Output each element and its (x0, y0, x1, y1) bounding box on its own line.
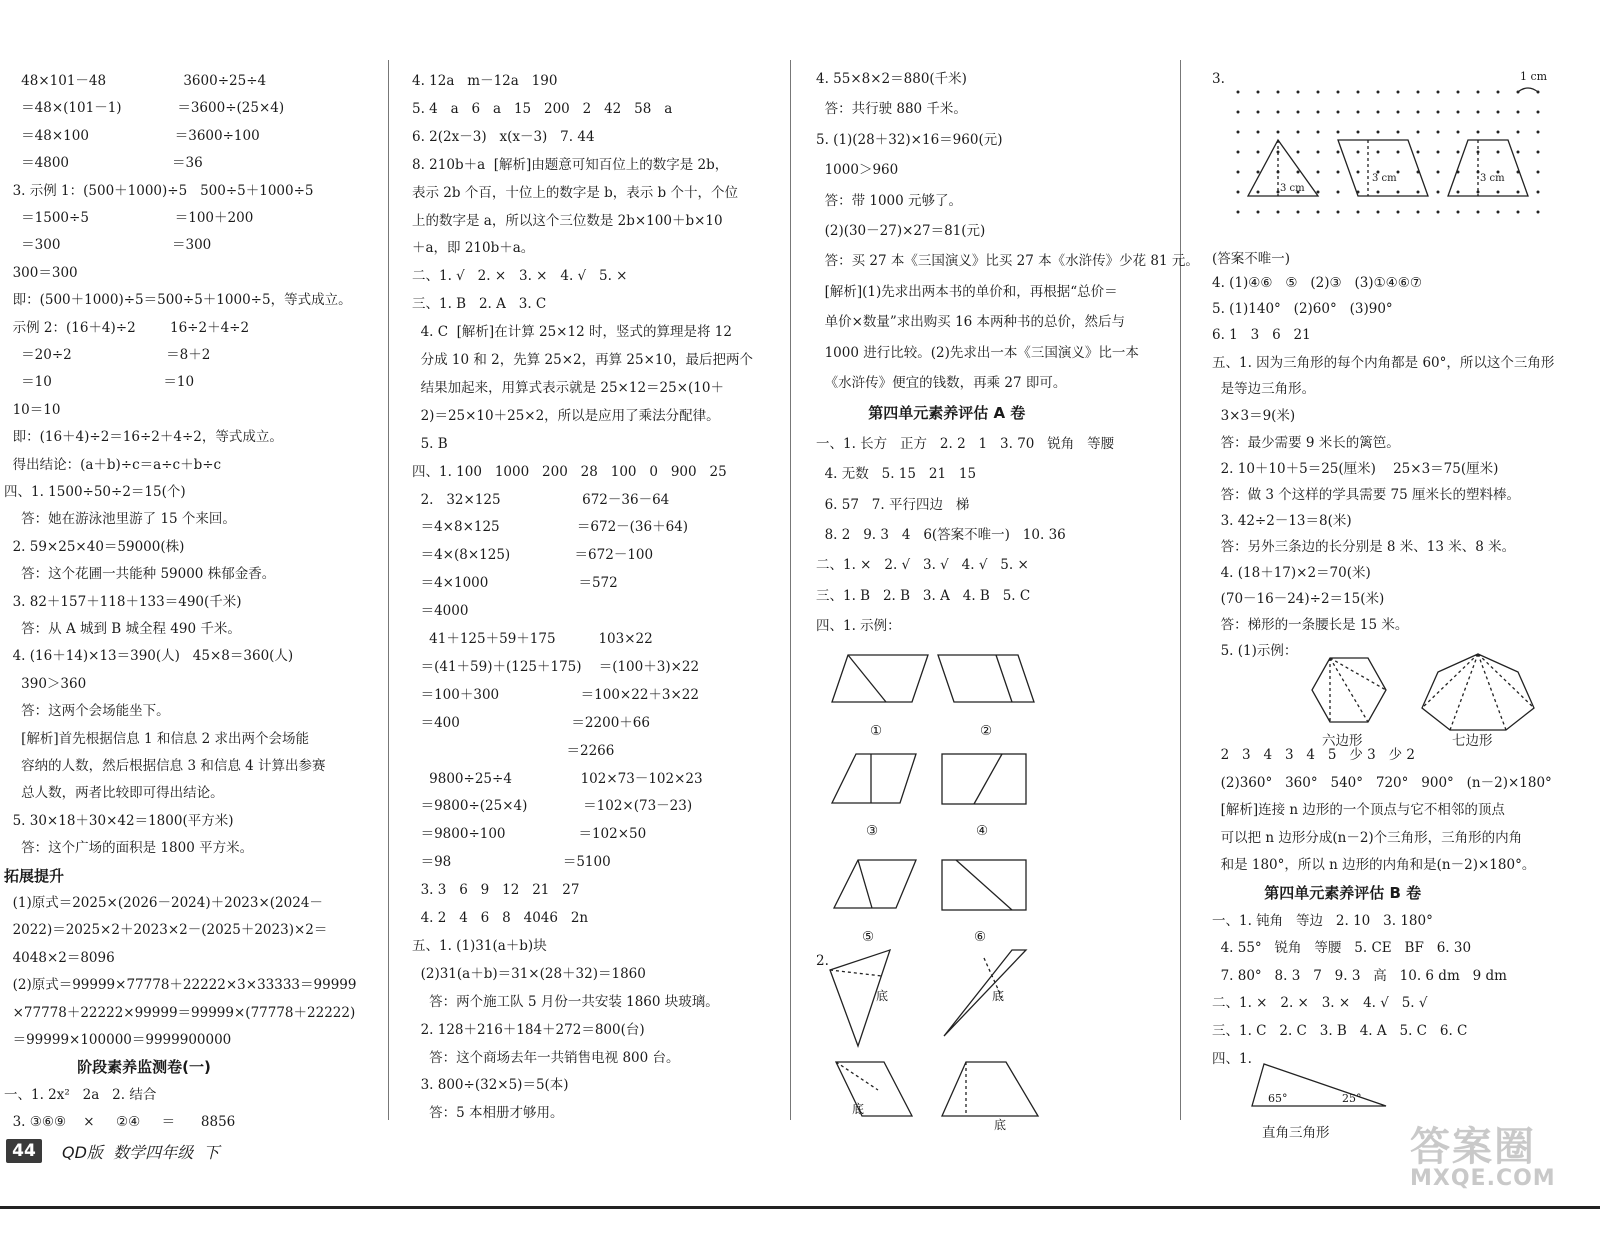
grid-dot (1517, 111, 1520, 114)
column-divider (790, 60, 791, 1120)
heptagon-label: 七边形 (1452, 733, 1493, 749)
grid-dot (1457, 91, 1460, 94)
grid-dot (1257, 171, 1260, 174)
grid-dot (1357, 211, 1360, 214)
grid-dot (1517, 211, 1520, 214)
answer-line: 容纳的人数，然后根据信息 3 和信息 4 计算出参赛 (4, 758, 326, 774)
answer-line: 答：梯形的一条腰长是 15 米。 (1212, 617, 1409, 633)
answer-line: 5. 4 a 6 a 15 200 2 42 58 a (412, 100, 673, 117)
grid-dot (1517, 151, 1520, 154)
answer-line: [解析](1)先求出两本书的单价和，再根据“总价＝ (816, 283, 1118, 300)
answer-line: 四、1. 示例： (816, 618, 901, 635)
fig-label-3: ③ (866, 823, 879, 839)
answer-line: 6. 57 7. 平行四边 梯 (816, 496, 970, 513)
grid-dot (1437, 211, 1440, 214)
answer-line: 答：最少需要 9 米长的篱笆。 (1212, 435, 1400, 451)
answer-line: 答：买 27 本《三国演义》比买 27 本《水浒传》少花 81 元。 (816, 253, 1199, 270)
fig-label-6: ⑥ (974, 929, 987, 945)
answer-line: 总人数，两者比较即可得出结论。 (4, 785, 224, 802)
grid-dot (1397, 191, 1400, 194)
grid-dot (1277, 91, 1280, 94)
grid-dot (1537, 191, 1540, 194)
grid-dot (1357, 131, 1360, 134)
answer-line: 三、1. B 2. B 3. A 4. B 5. C (816, 587, 1031, 604)
answer-line: ＝98 ＝5100 (412, 854, 611, 871)
answer-line: 一、1. 长方 正方 2. 2 1 3. 70 锐角 等腰 (816, 435, 1115, 452)
scale-bracket (1518, 88, 1538, 92)
grid-dot (1297, 111, 1300, 114)
answer-line: 四、1. 100 1000 200 28 100 0 900 25 (412, 463, 727, 480)
grid-dot (1497, 211, 1500, 214)
answer-line: 3. 示例 1：(500＋1000)÷5 500÷5＋1000÷5 (4, 182, 314, 199)
answer-line: 答：从 A 城到 B 城全程 490 千米。 (4, 621, 241, 637)
grid-dot (1237, 211, 1240, 214)
answer-line: 2022)＝2025×2＋2023×2－(2025＋2023)×2＝ (4, 922, 328, 939)
grid-dot (1457, 151, 1460, 154)
answer-line: 二、1. √ 2. × 3. × 4. √ 5. × (412, 268, 628, 285)
answer-line: 答：另外三条边的长分别是 8 米、13 米、8 米。 (1212, 539, 1516, 555)
grid-dot (1277, 211, 1280, 214)
figure-6 (942, 860, 1026, 910)
hexagon-label: 六边形 (1322, 733, 1363, 749)
answer-line: ＝48×100 ＝3600÷100 (4, 127, 260, 144)
answer-line: 4048×2＝8096 (4, 949, 115, 966)
grid-dot (1317, 111, 1320, 114)
answer-line: 4. 12a m－12a 190 (412, 73, 558, 89)
grid-dot (1257, 211, 1260, 214)
answer-line: 答：这个商场去年一共销售电视 800 台。 (412, 1049, 680, 1066)
watermark (1410, 1115, 1556, 1191)
answer-line: (答案不唯一) (1212, 251, 1291, 267)
grid-dot (1497, 151, 1500, 154)
answer-line: 10＝10 (4, 401, 61, 418)
grid-dot (1417, 151, 1420, 154)
book-title: QD版 数学四年级 下 (62, 1143, 220, 1162)
answer-line: 3. ③⑥⑨ × ②④ ＝ 8856 (4, 1114, 236, 1131)
answer-line: 5. (1)(28＋32)×16＝960(元) (816, 131, 1003, 148)
grid-dot (1397, 91, 1400, 94)
answer-line: 6. 1 3 6 21 (1212, 327, 1311, 343)
answer-line: 一、1. 钝角 等边 2. 10 3. 180° (1212, 912, 1433, 929)
grid-dot (1437, 191, 1440, 194)
grid-dot (1437, 111, 1440, 114)
grid-dot (1537, 111, 1540, 114)
answer-line: 二、1. × 2. × 3. × 4. √ 5. √ (1212, 995, 1428, 1012)
answer-line: 四、1. (1212, 1050, 1252, 1067)
height-label: 3 cm (1480, 173, 1505, 184)
grid-dot (1457, 191, 1460, 194)
grid-dot (1337, 91, 1340, 94)
page-number: 44 (6, 1139, 42, 1163)
grid-dot (1517, 131, 1520, 134)
fig-label-2: ② (980, 723, 993, 739)
figure-2 (938, 655, 1034, 702)
answer-line: ＝1500÷5 ＝100＋200 (4, 210, 254, 226)
answer-line: 390＞360 (4, 675, 87, 692)
grid-dot (1417, 211, 1420, 214)
grid-dot (1357, 91, 1360, 94)
answer-line: 可以把 n 边形分成(n－2)个三角形，三角形的内角 (1212, 829, 1523, 846)
answer-line: 3. (1212, 71, 1225, 87)
grid-dot (1237, 131, 1240, 134)
grid-dot (1397, 131, 1400, 134)
grid-dot (1237, 111, 1240, 114)
grid-dot (1277, 111, 1280, 114)
answer-line: 2 3 4 3 4 5 少 3 少 2 (1212, 747, 1415, 763)
grid-dot (1417, 111, 1420, 114)
grid-dot (1397, 151, 1400, 154)
answer-line: 三、1. C 2. C 3. B 4. A 5. C 6. C (1212, 1023, 1468, 1039)
answer-line: ＝4800 ＝36 (4, 155, 203, 172)
grid-dot (1237, 91, 1240, 94)
answer-line: 300＝300 (4, 264, 78, 281)
answer-line: 6. 2(2x－3) x(x－3) 7. 44 (412, 128, 595, 145)
answer-line: ＝400 ＝2200＋66 (412, 714, 650, 731)
answer-line: 二、1. × 2. √ 3. √ 4. √ 5. × (816, 557, 1029, 574)
grid-dot (1357, 111, 1360, 114)
answer-line: 4. 55° 锐角 等腰 5. CE BF 6. 30 (1212, 940, 1472, 957)
grid-dot (1297, 211, 1300, 214)
grid-dot (1237, 151, 1240, 154)
answer-line: 分成 10 和 2，先算 25×2，再算 25×10，最后把两个 (412, 352, 754, 368)
answer-line: 4. 55×8×2＝880(千米) (816, 71, 967, 87)
answer-line: 8. 2 9. 3 4 6(答案不唯一) 10. 36 (816, 527, 1066, 543)
grid-dot (1297, 151, 1300, 154)
height-label: 3 cm (1372, 173, 1397, 184)
answer-line: 答：这两个会场能坐下。 (4, 703, 170, 720)
grid-dot (1377, 151, 1380, 154)
hexagon-figure (1312, 658, 1386, 722)
column-divider (1180, 60, 1181, 1120)
grid-dot (1277, 131, 1280, 134)
answer-line: ＋a，即 210b＋a。 (412, 240, 535, 257)
grid-dot (1297, 171, 1300, 174)
grid-scale-label: 1 cm (1520, 70, 1548, 83)
answer-line: 即：(500＋1000)÷5＝500÷5＋1000÷5，等式成立。 (4, 292, 352, 309)
grid-dot (1477, 131, 1480, 134)
figure-3 (832, 754, 916, 803)
heptagon-figure (1422, 654, 1534, 730)
answer-line: 2. 10＋10＋5＝25(厘米) 25×3＝75(厘米) (1212, 461, 1499, 477)
answer-line: [解析]首先根据信息 1 和信息 2 求出两个会场能 (4, 730, 310, 747)
answer-line: 4. (18＋17)×2＝70(米) (1212, 565, 1371, 581)
grid-dot (1517, 191, 1520, 194)
grid-dot (1417, 91, 1420, 94)
parallelogram-split-figures (816, 650, 1086, 1130)
answer-line: 即：(16＋4)÷2＝16÷2＋4÷2，等式成立。 (4, 429, 283, 446)
answer-line: ＝99999×100000＝9999900000 (4, 1032, 232, 1048)
answer-line: 4. (1)④⑥ ⑤ (2)③ (3)①④⑥⑦ (1212, 275, 1422, 291)
fig-label-5: ⑤ (862, 929, 875, 945)
grid-dot (1337, 211, 1340, 214)
grid-dot (1397, 111, 1400, 114)
grid-dot (1257, 131, 1260, 134)
answer-line: 2. 128＋216＋184＋272＝800(台) (412, 1021, 645, 1038)
answer-line: 2. 59×25×40＝59000(株) (4, 538, 185, 555)
grid-dot (1477, 111, 1480, 114)
answer-line: (2)原式＝99999×77778＋22222×3×33333＝99999 (4, 977, 357, 994)
answer-line: ＝9800÷(25×4) ＝102×(73－23) (412, 798, 693, 815)
grid-dot (1237, 191, 1240, 194)
answer-line: 阶段素养监测卷(一) (4, 1058, 211, 1077)
triangle-with-height-2 (944, 950, 1026, 1036)
grid-dot (1337, 131, 1340, 134)
answer-line: 和是 180°，所以 n 边形的内角和是(n－2)×180°。 (1212, 857, 1536, 874)
answer-line: ＝300 ＝300 (4, 237, 212, 254)
answer-line: 答：带 1000 元够了。 (816, 192, 963, 209)
answer-line: ＝(41＋59)＋(125＋175) ＝(100＋3)×22 (412, 658, 700, 675)
grid-dot (1317, 151, 1320, 154)
grid-dot (1357, 151, 1360, 154)
grid-dot (1477, 91, 1480, 94)
grid-dot (1257, 191, 1260, 194)
answer-line: 3. 800÷(32×5)＝5(本) (412, 1077, 569, 1094)
answer-line: ＝4×1000 ＝572 (412, 575, 618, 592)
dot-grid-figure (1232, 80, 1562, 250)
answer-line: 4. C [解析]在计算 25×12 时，竖式的算理是将 12 (412, 324, 732, 341)
grid-dot (1497, 91, 1500, 94)
triangle-name: 直角三角形 (1262, 1125, 1330, 1141)
answer-line: [解析]连接 n 边形的一个顶点与它不相邻的顶点 (1212, 802, 1505, 819)
answer-line: ＝100＋300 ＝100×22＋3×22 (412, 686, 699, 703)
answer-line: 7. 80° 8. 3 7 9. 3 高 10. 6 dm 9 dm (1212, 967, 1507, 984)
trapezoid-with-height (942, 1062, 1038, 1116)
grid-dot (1417, 191, 1420, 194)
grid-dot (1317, 91, 1320, 94)
answer-line: ＝2266 (412, 742, 615, 759)
answer-line: 3. 82＋157＋118＋133＝490(千米) (4, 593, 242, 610)
grid-dot (1437, 131, 1440, 134)
figure-5 (834, 860, 916, 908)
answer-line: 《水浒传》便宜的钱数，再乘 27 即可。 (816, 375, 1067, 391)
grid-dot (1457, 111, 1460, 114)
answer-line: 是等边三角形。 (1212, 381, 1316, 397)
bottom-rule (0, 1206, 1600, 1209)
figure-1 (832, 655, 928, 702)
grid-dot (1497, 191, 1500, 194)
question-number: 2. (816, 953, 829, 969)
answer-line: 4. 2 4 6 8 4046 2n (412, 910, 589, 926)
answer-line: 一、1. 2x² 2a 2. 结合 (4, 1086, 157, 1103)
base-label: 底 (852, 1102, 865, 1116)
answer-line: ＝4×8×125 ＝672－(36＋64) (412, 519, 689, 536)
answer-line: 1000 进行比较。(2)先求出一本《三国演义》比一本 (816, 344, 1139, 361)
answer-line: 三、1. B 2. A 3. C (412, 296, 547, 313)
answer-line: 41＋125＋59＋175 103×22 (412, 631, 653, 647)
answer-line: 结果加起来，用算式表示就是 25×12＝25×(10＋ (412, 379, 724, 396)
answer-line: ＝20÷2 ＝8＋2 (4, 347, 211, 363)
grid-dot (1257, 111, 1260, 114)
base-label: 底 (994, 1118, 1007, 1132)
grid-dot (1337, 151, 1340, 154)
answer-line: ＝10 ＝10 (4, 374, 195, 391)
answer-line: ＝48×(101－1) ＝3600÷(25×4) (4, 100, 285, 117)
grid-dot (1317, 171, 1320, 174)
answer-line: ＝4000 (412, 603, 469, 620)
watermark-main: 答案圈 (1410, 1124, 1536, 1170)
answer-line: (1)原式＝2025×(2026－2024)＋2023×(2024－ (4, 895, 323, 911)
fig-label-1: ① (870, 723, 883, 739)
grid-dot (1377, 191, 1380, 194)
answer-line: 示例 2：(16＋4)÷2 16÷2＋4÷2 (4, 319, 250, 336)
column-divider (388, 60, 389, 1120)
angle-label: 25° (1342, 1092, 1362, 1105)
angle-label: 65° (1268, 1092, 1288, 1105)
grid-dot (1537, 171, 1540, 174)
grid-dot (1337, 191, 1340, 194)
height-label: 3 cm (1280, 183, 1305, 194)
grid-dot (1297, 131, 1300, 134)
answer-line: 3. 3 6 9 12 21 27 (412, 882, 580, 899)
answer-line: 5. B (412, 435, 448, 452)
answer-line: 4. 无数 5. 15 21 15 (816, 466, 977, 483)
answer-line: 表示 2b 个百，十位上的数字是 b，表示 b 个十，个位 (412, 184, 738, 201)
grid-dot (1317, 131, 1320, 134)
answer-line: 单价×数量”求出购买 16 本两种书的总价，然后与 (816, 314, 1126, 331)
answer-line: 拓展提升 (4, 866, 65, 885)
answer-line: 答：5 本相册才够用。 (412, 1105, 564, 1122)
grid-dot (1337, 171, 1340, 174)
grid-dot (1297, 91, 1300, 94)
grid-dot (1357, 171, 1360, 174)
grid-dot (1477, 211, 1480, 214)
grid-dot (1457, 131, 1460, 134)
base-label: 底 (992, 989, 1005, 1003)
answer-line: ＝9800÷100 ＝102×50 (412, 826, 647, 843)
answer-line: 9800÷25÷4 102×73－102×23 (412, 770, 703, 787)
grid-dot (1377, 111, 1380, 114)
grid-dot (1437, 151, 1440, 154)
grid-dot (1257, 91, 1260, 94)
answer-line: 4. (16＋14)×13＝390(人) 45×8＝360(人) (4, 648, 294, 665)
grid-dot (1537, 151, 1540, 154)
grid-dot (1317, 211, 1320, 214)
base-label: 底 (876, 989, 889, 1003)
answer-line: (2)360° 360° 540° 720° 900° (n－2)×180° (1212, 774, 1552, 791)
answer-line: 答：共行驶 880 千米。 (816, 101, 967, 118)
answer-line: (2)(30－27)×27＝81(元) (816, 223, 986, 239)
watermark-url: MXQE.COM (1410, 1166, 1556, 1191)
answer-line: 2)＝25×10＋25×2，所以是应用了乘法分配律。 (412, 407, 720, 424)
answer-line: (2)31(a＋b)＝31×(28＋32)＝1860 (412, 965, 646, 982)
grid-dot (1437, 91, 1440, 94)
answer-line: 5. (1)140° (2)60° (3)90° (1212, 301, 1393, 317)
grid-dot (1337, 111, 1340, 114)
answer-line: 1000＞960 (816, 162, 899, 179)
answer-line: 2. 32×125 672－36－64 (412, 491, 670, 508)
grid-dot (1437, 171, 1440, 174)
answer-line: 3×3＝9(米) (1212, 408, 1296, 424)
grid-dot (1397, 211, 1400, 214)
grid-dot (1537, 131, 1540, 134)
answer-line: (70－16－24)÷2＝15(米) (1212, 591, 1385, 607)
grid-dot (1417, 131, 1420, 134)
grid-dot (1317, 191, 1320, 194)
answer-line: 五、1. 因为三角形的每个内角都是 60°，所以这个三角形 (1212, 355, 1555, 371)
answer-line: 5. (1)示例： (1212, 643, 1298, 659)
grid-dot (1257, 151, 1260, 154)
answer-line: 答：这个花圃一共能种 59000 株郁金香。 (4, 566, 276, 583)
figure-4 (942, 754, 1026, 804)
answer-line: 5. 30×18＋30×42＝1800(平方米) (4, 812, 234, 829)
grid-dot (1537, 211, 1540, 214)
answer-line: ＝4×(8×125) ＝672－100 (412, 547, 654, 564)
answer-line: 48×101－48 3600÷25÷4 (4, 73, 267, 89)
parallelogram-with-height (836, 1062, 912, 1116)
answer-line: 第四单元素养评估 A 卷 (816, 404, 1026, 423)
answer-line: 答：她在游泳池里游了 15 个来回。 (4, 511, 236, 528)
answer-line: 3. 42÷2－13＝8(米) (1212, 513, 1352, 529)
answer-line: ×77778＋22222×99999＝99999×(77778＋22222) (4, 1004, 356, 1021)
answer-line: 上的数字是 a，所以这个三位数是 2b×100＋b×10 (412, 212, 723, 229)
grid-dot (1377, 211, 1380, 214)
answer-line: 8. 210b＋a [解析]由题意可知百位上的数字是 2b， (412, 156, 729, 173)
grid-dot (1237, 171, 1240, 174)
grid-dot (1377, 91, 1380, 94)
grid-dot (1457, 211, 1460, 214)
polygon-figures (1310, 650, 1570, 740)
answer-line: 五、1. (1)31(a＋b)块 (412, 937, 547, 954)
grid-dot (1497, 131, 1500, 134)
answer-line: 答：做 3 个这样的学具需要 75 厘米长的塑料棒。 (1212, 487, 1521, 503)
grid-dot (1497, 111, 1500, 114)
answer-line: 第四单元素养评估 B 卷 (1212, 884, 1422, 902)
fig-label-4: ④ (976, 823, 989, 839)
answer-line: 答：这个广场的面积是 1800 平方米。 (4, 840, 254, 857)
answer-line: 得出结论：(a＋b)÷c＝a÷c＋b÷c (4, 456, 222, 473)
answer-line: 四、1. 1500÷50÷2＝15(个) (4, 484, 186, 500)
answer-line: 答：两个施工队 5 月份一共安装 1860 块玻璃。 (412, 993, 719, 1010)
grid-dot (1377, 131, 1380, 134)
